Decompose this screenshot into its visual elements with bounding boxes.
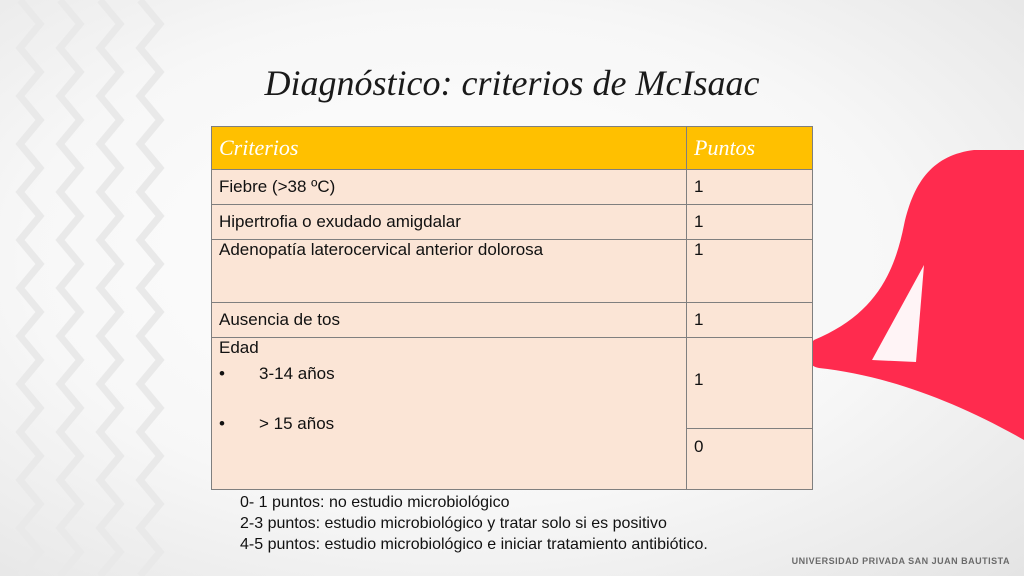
edad-rango: 3-14 años [259, 364, 335, 383]
note-line: 0- 1 puntos: no estudio microbiológico [240, 494, 510, 511]
list-item [219, 364, 679, 384]
criterio-cell: Hipertrofia o exudado amigdalar [212, 205, 687, 240]
mcisaac-criteria-table [211, 126, 813, 490]
criterio-cell: Adenopatía laterocervical anterior dolorosa [212, 240, 687, 303]
puntos-cell: 1 [687, 303, 813, 338]
footer-university: UNIVERSIDAD PRIVADA SAN JUAN BAUTISTA [791, 556, 1010, 566]
header-puntos: Puntos [687, 127, 813, 170]
table-row [212, 205, 813, 240]
list-item [219, 414, 679, 434]
edad-label: Edad [219, 338, 259, 357]
puntos-cell: 1 [687, 205, 813, 240]
edad-rango: > 15 años [259, 414, 335, 433]
bullet-icon: • [219, 364, 225, 383]
criterio-cell: Ausencia de tos [212, 303, 687, 338]
puntos-cell: 1 [687, 338, 813, 429]
note-line: 4-5 puntos: estudio microbiológico e iniciar tratamiento antibiótico. [240, 536, 708, 553]
puntos-cell: 1 [687, 170, 813, 205]
puntos-cell: 1 [687, 240, 813, 303]
puntos-cell: 0 [687, 429, 813, 490]
page-title: Diagnóstico: criterios de McIsaac [264, 63, 760, 103]
edad-cell [212, 338, 687, 490]
table-row [212, 240, 813, 303]
table-row [212, 303, 813, 338]
bullet-icon: • [219, 414, 225, 433]
note-line: 2-3 puntos: estudio microbiológico y tratar solo si es positivo [240, 515, 667, 532]
criterio-cell: Fiebre (>38 ºC) [212, 170, 687, 205]
bell-icon [804, 150, 1024, 450]
table-header-row [212, 127, 813, 170]
table-row-edad [212, 338, 813, 429]
header-criterios: Criterios [212, 127, 687, 170]
scoring-notes [240, 492, 708, 555]
table-row [212, 170, 813, 205]
